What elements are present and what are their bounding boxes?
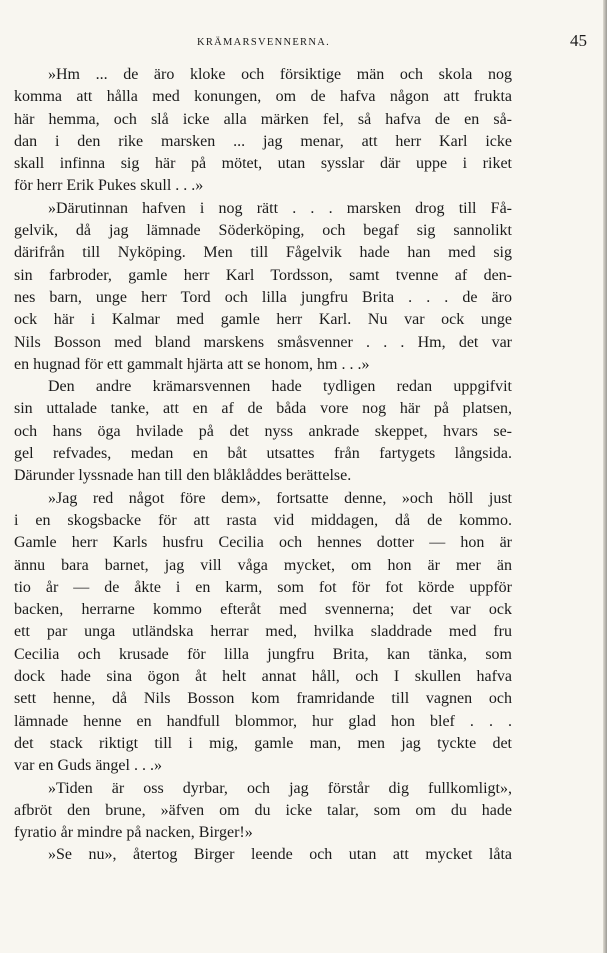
text-line: »Se nu», återtog Birger leende och utan att mycket låta bbox=[48, 846, 512, 864]
text-line: en hugnad för ett gammalt hjärta att se honom, hm . . .» bbox=[14, 355, 370, 373]
text-line: komma att hålla med konungen, om de hafva någon att frukta bbox=[14, 88, 512, 106]
text-line: ett par unga utländska herrar med, hvilka sladdrade med fru bbox=[14, 623, 512, 641]
text-line: lämnade henne en handfull blommor, hur glad hon blef . . . bbox=[14, 712, 512, 730]
text-line: sett henne, då Nils Bosson kom framridande till vagnen och bbox=[14, 690, 512, 708]
text-line: tio år — de åkte i en karm, som fot för fot körde uppför bbox=[14, 578, 512, 596]
text-line: fyratio år mindre på nacken, Birger!» bbox=[14, 824, 253, 842]
text-line: skall infinna sig här på mötet, utan sysslar där uppe i riket bbox=[14, 155, 512, 173]
text-line: här hemma, och slå icke alla märken fel, så hafva de en så- bbox=[14, 110, 512, 128]
text-line: »Hm ... de äro kloke och försiktige män och skola nog bbox=[48, 66, 512, 83]
page-header bbox=[14, 30, 587, 52]
page-edge bbox=[603, 0, 607, 953]
text-line: det stack riktigt till i mig, gamle man, men jag tyckte det bbox=[14, 734, 512, 752]
text-line: därifrån till Nyköping. Men till Fågelvik hade han med sig bbox=[14, 244, 512, 262]
text-line: Nils Bosson med bland marskens småsvenner . . . Hm, det var bbox=[14, 333, 512, 351]
text-line: ock här i Kalmar med gamle herr Karl. Nu var ock unge bbox=[14, 311, 512, 329]
text-line: var en Guds ängel . . .» bbox=[14, 757, 162, 775]
text-line: Därunder lyssnade han till den blåklåddes berättelse. bbox=[14, 467, 352, 485]
text-line: sin farbroder, gamle herr Karl Tordsson, samt tvenne af den- bbox=[14, 266, 512, 284]
text-line: sin uttalade tanke, att en af de båda vore nog här på platsen, bbox=[14, 400, 512, 418]
text-line: »Jag red något före dem», fortsatte denne, »och höll just bbox=[48, 489, 512, 507]
text-line: och hans öga hvilade på det nyss ankrade skeppet, hvars se- bbox=[14, 422, 512, 440]
text-line: dan i den rike marsken ... jag menar, att herr Karl icke bbox=[14, 132, 512, 150]
text-line: »Därutinnan hafven i nog rätt . . . marsken drog till Få- bbox=[48, 199, 512, 217]
text-line: »Tiden är oss dyrbar, och jag förstår dig fullkomligt», bbox=[48, 779, 512, 797]
page-number: 45 bbox=[570, 31, 587, 50]
page-body bbox=[14, 64, 512, 867]
text-line: ännu bara barnet, jag vill våga mycket, om hon är mer än bbox=[14, 556, 512, 574]
text-line: dock hade sina ögon åt helt annat håll, och I skullen hafva bbox=[14, 668, 512, 686]
text-line: gelvik, då jag lämnade Söderköping, och begaf sig sannolikt bbox=[14, 222, 512, 240]
text-line: nes barn, unge herr Tord och lilla jungfru Brita . . . de äro bbox=[14, 288, 512, 306]
text-line: Gamle herr Karls husfru Cecilia och hennes dotter — hon är bbox=[14, 534, 512, 552]
text-line: för herr Erik Pukes skull . . .» bbox=[14, 177, 204, 195]
text-line: afbröt den brune, »äfven om du icke talar, som om du hade bbox=[14, 801, 512, 819]
text-line: i en skogsbacke för att rasta vid middagen, då de kommo. bbox=[14, 511, 512, 529]
running-title: KRÄMARSVENNERNA. bbox=[196, 37, 331, 48]
text-line: backen, herrarne kommo efteråt med svennerna; det var ock bbox=[14, 601, 512, 619]
text-line: Den andre krämarsvennen hade tydligen redan uppgifvit bbox=[48, 378, 512, 396]
text-line: Cecilia och krusade för lilla jungfru Brita, kan tänka, som bbox=[14, 645, 512, 663]
text-line: gel refvades, medan en båt utsattes från fartygets långsida. bbox=[14, 445, 512, 463]
